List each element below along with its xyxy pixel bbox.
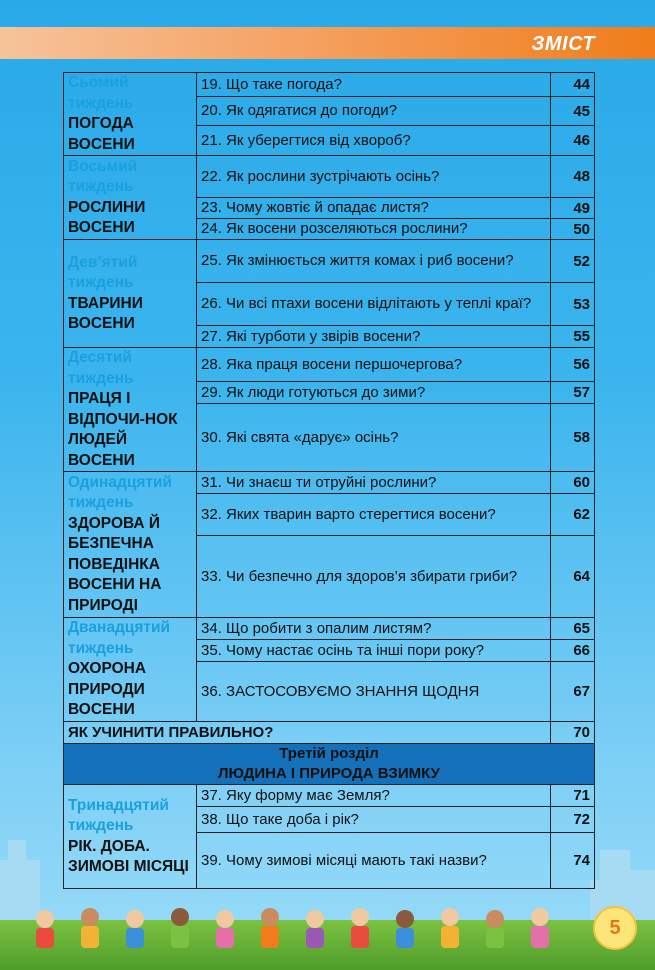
week-cell	[64, 472, 197, 618]
week-topic: ЗДОРОВА Й БЕЗПЕЧНА ПОВЕДІНКА ВОСЕНИ НА ПРИРОДІ	[68, 514, 162, 614]
lesson-title: 31. Чи знаєш ти отруйні рослини?	[197, 472, 551, 494]
lesson-page-number: 45	[551, 97, 595, 126]
section-number: Третій розділ	[279, 745, 379, 762]
lesson-page-number: 55	[551, 326, 595, 348]
lesson-title: 29. Як люди готуються до зими?	[197, 382, 551, 404]
lesson-page-number: 44	[551, 73, 595, 97]
lesson-page-number: 74	[551, 833, 595, 889]
week-topic: РОСЛИНИ ВОСЕНИ	[68, 198, 146, 236]
lesson-title: 35. Чому настає осінь та інші пори року?	[197, 640, 551, 662]
lesson-page-number: 71	[551, 785, 595, 807]
lesson-title: 21. Як уберегтися від хвороб?	[197, 126, 551, 156]
table-row	[64, 73, 595, 97]
lesson-page-number: 53	[551, 283, 595, 326]
lesson-page-number: 66	[551, 640, 595, 662]
lesson-title: 25. Як змінюється життя комах і риб восени?	[197, 240, 551, 283]
practice-title: ЯК УЧИНИТИ ПРАВИЛЬНО?	[64, 722, 551, 744]
week-cell	[64, 618, 197, 722]
week-topic: ОХОРОНА ПРИРОДИ ВОСЕНИ	[68, 660, 147, 719]
table-of-contents	[63, 72, 595, 889]
week-label: Дванадцятий тиждень	[68, 619, 171, 657]
lesson-page-number: 62	[551, 494, 595, 536]
lesson-page-number: 56	[551, 348, 595, 382]
table-row	[64, 240, 595, 283]
table-row	[64, 472, 595, 494]
lesson-page-number: 58	[551, 404, 595, 472]
lesson-page-number: 65	[551, 618, 595, 640]
lesson-title: 36. ЗАСТОСОВУЄМО ЗНАННЯ ЩОДНЯ	[197, 662, 551, 722]
table-row	[64, 785, 595, 807]
table-row	[64, 722, 595, 744]
section-banner-row	[64, 744, 595, 785]
lesson-title: 19. Що таке погода?	[197, 73, 551, 97]
table-row	[64, 348, 595, 382]
lesson-title: 20. Як одягатися до погоди?	[197, 97, 551, 126]
week-cell	[64, 348, 197, 472]
lesson-title: 30. Які свята «дарує» осінь?	[197, 404, 551, 472]
lesson-page-number: 67	[551, 662, 595, 722]
lesson-page-number: 64	[551, 536, 595, 618]
lesson-title: 32. Яких тварин варто стерегтися восени?	[197, 494, 551, 536]
lesson-page-number: 60	[551, 472, 595, 494]
lesson-page-number: 50	[551, 219, 595, 240]
week-topic: ТВАРИНИ ВОСЕНИ	[68, 294, 143, 332]
lesson-title: 27. Які турботи у звірів восени?	[197, 326, 551, 348]
week-topic: ПОГОДА ВОСЕНИ	[68, 115, 135, 153]
lesson-title: 37. Яку форму має Земля?	[197, 785, 551, 807]
week-cell	[64, 156, 197, 240]
practice-page-number: 70	[551, 722, 595, 744]
page-title: ЗМІСТ	[531, 33, 595, 55]
lesson-page-number: 72	[551, 807, 595, 833]
children-illustration	[30, 905, 580, 960]
week-label: Одинадцятий тиждень	[68, 473, 173, 512]
section-banner	[64, 744, 595, 785]
week-topic: РІК. ДОБА. ЗИМОВІ МІСЯЦІ	[68, 837, 189, 875]
lesson-page-number: 52	[551, 240, 595, 283]
table-row	[64, 156, 595, 198]
lesson-title: 28. Яка праця восени першочергова?	[197, 348, 551, 382]
week-label: Десятий тиждень	[68, 349, 134, 387]
lesson-page-number: 48	[551, 156, 595, 198]
week-label: Сьомий тиждень	[68, 74, 134, 112]
lesson-title: 34. Що робити з опалим листям?	[197, 618, 551, 640]
week-topic: ПРАЦЯ І ВІДПОЧИ-НОК ЛЮДЕЙ ВОСЕНИ	[68, 390, 178, 469]
lesson-page-number: 46	[551, 126, 595, 156]
lesson-title: 38. Що таке доба і рік?	[197, 807, 551, 833]
lesson-page-number: 57	[551, 382, 595, 404]
week-cell	[64, 73, 197, 156]
lesson-title: 23. Чому жовтіє й опадає листя?	[197, 198, 551, 219]
table-row	[64, 618, 595, 640]
week-cell	[64, 240, 197, 348]
week-label: Тринадцятий тиждень	[68, 796, 169, 834]
week-label: Дев’ятий тиждень	[68, 253, 138, 291]
lesson-title: 26. Чи всі птахи восени відлітають у теплі краї?	[197, 283, 551, 326]
lesson-title: 24. Як восени розселяються рослини?	[197, 219, 551, 240]
lesson-title: 39. Чому зимові місяці мають такі назви?	[197, 833, 551, 889]
page-number-badge: 5	[593, 906, 637, 950]
lesson-page-number: 49	[551, 198, 595, 219]
week-label: Восьмий тиждень	[68, 157, 138, 195]
lesson-title: 22. Як рослини зустрічають осінь?	[197, 156, 551, 198]
section-title: ЛЮДИНА І ПРИРОДА ВЗИМКУ	[218, 765, 440, 782]
week-cell	[64, 785, 197, 889]
lesson-title: 33. Чи безпечно для здоров’я збирати гриби?	[197, 536, 551, 618]
